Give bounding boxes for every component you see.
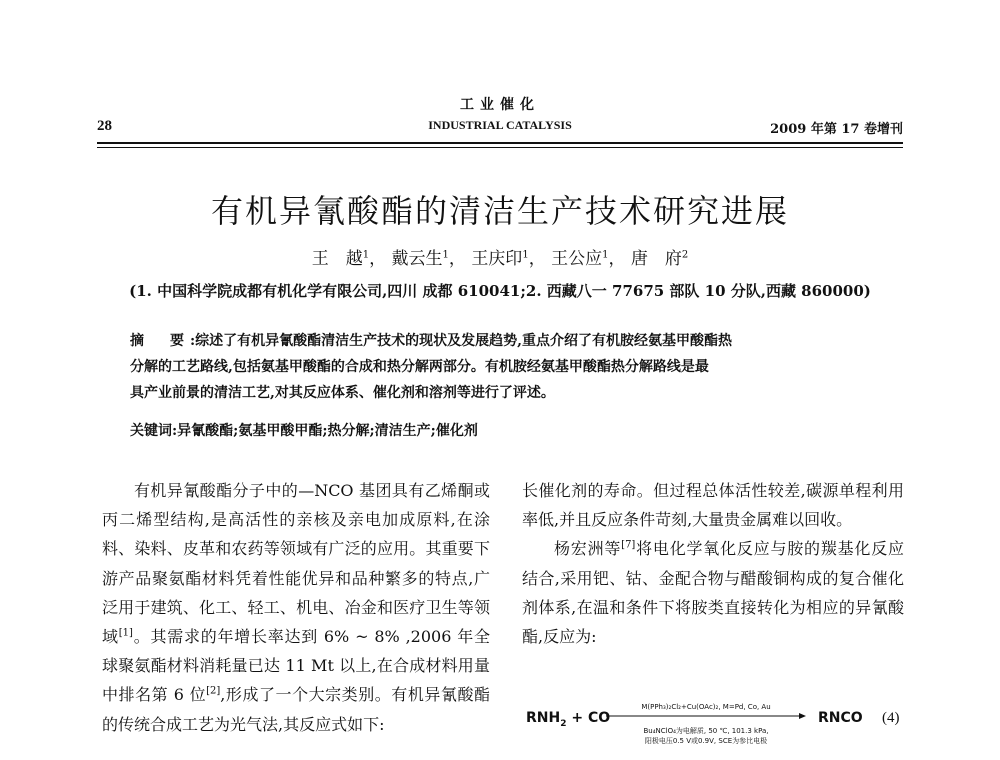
keywords-text: :异氰酸酯;氨基甲酸甲酯;热分解;清洁生产;催化剂 xyxy=(172,423,478,439)
author-affiliation-mark: 1 xyxy=(442,249,449,261)
reaction-arrow-icon xyxy=(606,712,806,720)
keywords xyxy=(130,420,890,440)
author: 唐 府 xyxy=(630,249,682,269)
issue-info: 2009 年第 17 卷增刊 xyxy=(770,122,903,137)
journal-name-cn: 工业催化 xyxy=(460,97,540,113)
author: 戴云生 xyxy=(391,249,443,269)
equation-number: (4) xyxy=(882,710,900,726)
author: 王公应 xyxy=(551,249,603,269)
body-paragraph: 长催化剂的寿命。但过程总体活性较差,碳源单程利用率低,并且反应条件苛刻,大量贵金属难以回收。 xyxy=(522,481,904,530)
header-rule-thin xyxy=(97,147,903,148)
author-list xyxy=(0,244,1000,269)
author-separator: ， xyxy=(528,249,546,269)
abstract-line: 摘 要:综述了有机异氰酸酯清洁生产技术的现状及发展趋势,重点介绍了有机胺经氨基甲酸酯热 xyxy=(130,333,733,349)
citation[interactable]: [7] xyxy=(621,540,636,552)
abstract-line: 具产业前景的清洁工艺,对其反应体系、催化剂和溶剂等进行了评述。 xyxy=(130,385,555,401)
author: 王 越 xyxy=(311,249,363,269)
abstract-label: 摘 要 xyxy=(130,333,190,349)
body-column-right xyxy=(522,476,904,651)
author-affiliation-mark: 1 xyxy=(522,249,529,261)
article-title: 有机异氰酸酯的清洁生产技术研究进展 xyxy=(210,192,789,230)
author-separator: ， xyxy=(369,249,387,269)
author-affiliation-mark: 2 xyxy=(681,249,689,261)
equation-reactants: $RNH_2$ + CO xyxy=(526,710,611,729)
body-column-left xyxy=(102,476,490,739)
abstract xyxy=(130,328,890,406)
header-rule-thick xyxy=(97,142,903,144)
body-paragraph: 杨宏洲等[7]将电化学氧化反应与胺的羰基化反应结合,采用钯、钴、金配合物与醋酸铜构成的复合催化剂体系,在温和条件下将胺类直接转化为相应的异氰酸酯,反应为: xyxy=(522,539,904,647)
journal-name-en: INDUSTRIAL CATALYSIS xyxy=(428,118,572,132)
citation[interactable]: [2] xyxy=(206,686,221,698)
abstract-line: 分解的工艺路线,包括氨基甲酸酯的合成和热分解两部分。有机胺经氨基甲酸酯热分解路线是最 xyxy=(130,359,709,375)
author-affiliation-mark: 1 xyxy=(362,249,370,261)
citation[interactable]: [1] xyxy=(118,627,133,639)
equation-conditions: Bu₄NClO₄为电解质, 50 ℃, 101.3 kPa, 阳极电压0.5 V或0.9V, SCE为参比电极 xyxy=(643,727,769,745)
page-number: 28 xyxy=(97,118,112,134)
affiliation: (1. 中国科学院成都有机化学有限公司,四川 成都 610041;2. 西藏八一 77675 部队 10 分队,西藏 860000) xyxy=(129,282,871,300)
author: 王庆印 xyxy=(471,249,523,269)
body-paragraph: 有机异氰酸酯分子中的—NCO 基团具有乙烯酮或丙二烯型结构,是高活性的亲核及亲电加成原料,在涂料、染料、皮革和农药等领域有广泛的应用。其重要下游产品聚氨酯材料凭着性能优异和品种繁多的特点,广泛用于建筑、化工、轻工、机电、冶金和医疗卫生等领域[1]。其需求的年增长率达到 6% ~ 8% ,2006 年全球聚氨酯材料消耗量已达 11 Mt 以上,在合成材料用量中排名第 6 位[2],形成了一个大宗类别。有机异氰酸酯的传统合成工艺为光气法,其反应式如下: xyxy=(102,481,490,734)
keywords-label: 关键词 xyxy=(130,423,172,439)
equation-catalyst-label: M(PPh₃)₂Cl₂+Cu(OAc)₂, M=Pd, Co, Au xyxy=(641,703,771,711)
author-separator: ， xyxy=(608,249,626,269)
author-affiliation-mark: 1 xyxy=(602,249,609,261)
author-separator: ， xyxy=(448,249,466,269)
equation-product: RNCO xyxy=(818,710,863,726)
